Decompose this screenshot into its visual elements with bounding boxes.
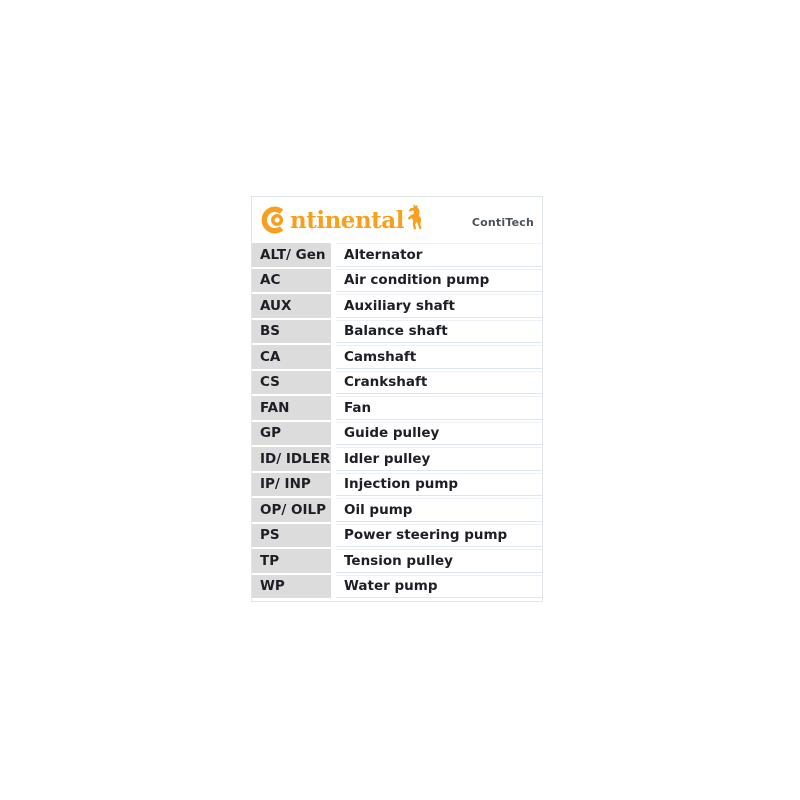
legend-row	[252, 498, 542, 522]
legend-row	[252, 320, 542, 344]
description-cell: Fan	[336, 396, 542, 420]
legend-row	[252, 473, 542, 497]
description-cell: Auxiliary shaft	[336, 294, 542, 318]
legend-panel	[251, 196, 543, 602]
continental-logo	[261, 206, 425, 234]
description-cell: Crankshaft	[336, 371, 542, 395]
description-cell: Oil pump	[336, 498, 542, 522]
abbreviation-cell: ALT/ Gen	[252, 243, 331, 267]
abbreviation-cell: ID/ IDLER	[252, 447, 331, 471]
description-cell: Tension pulley	[336, 549, 542, 573]
legend-row	[252, 243, 542, 267]
abbreviation-cell: GP	[252, 422, 331, 446]
description-cell: Alternator	[336, 243, 542, 267]
legend-row	[252, 575, 542, 599]
abbreviation-cell: WP	[252, 575, 331, 599]
description-cell: Balance shaft	[336, 320, 542, 344]
abbreviation-cell: BS	[252, 320, 331, 344]
description-cell: Air condition pump	[336, 269, 542, 293]
abbreviation-cell: IP/ INP	[252, 473, 331, 497]
abbreviation-cell: CA	[252, 345, 331, 369]
abbreviation-cell: AC	[252, 269, 331, 293]
legend-row	[252, 294, 542, 318]
abbreviation-cell: FAN	[252, 396, 331, 420]
legend-row	[252, 396, 542, 420]
legend-row	[252, 269, 542, 293]
legend-row	[252, 447, 542, 471]
legend-row	[252, 549, 542, 573]
description-cell: Idler pulley	[336, 447, 542, 471]
legend-row	[252, 422, 542, 446]
abbreviation-cell: TP	[252, 549, 331, 573]
rearing-horse-icon	[407, 204, 425, 231]
abbreviation-cell: AUX	[252, 294, 331, 318]
abbreviation-cell: CS	[252, 371, 331, 395]
continental-c-o-emblem-icon	[261, 206, 289, 234]
description-cell: Power steering pump	[336, 524, 542, 548]
description-cell: Guide pulley	[336, 422, 542, 446]
legend-row	[252, 524, 542, 548]
abbreviation-legend-table	[252, 243, 542, 601]
description-cell: Camshaft	[336, 345, 542, 369]
abbreviation-cell: OP/ OILP	[252, 498, 331, 522]
legend-row	[252, 345, 542, 369]
contitech-label: ContiTech	[471, 216, 534, 229]
brand-wordmark: ntinental	[290, 206, 404, 234]
description-cell: Injection pump	[336, 473, 542, 497]
abbreviation-cell: PS	[252, 524, 331, 548]
description-cell: Water pump	[336, 575, 542, 599]
brand-header	[252, 197, 542, 243]
legend-row	[252, 371, 542, 395]
